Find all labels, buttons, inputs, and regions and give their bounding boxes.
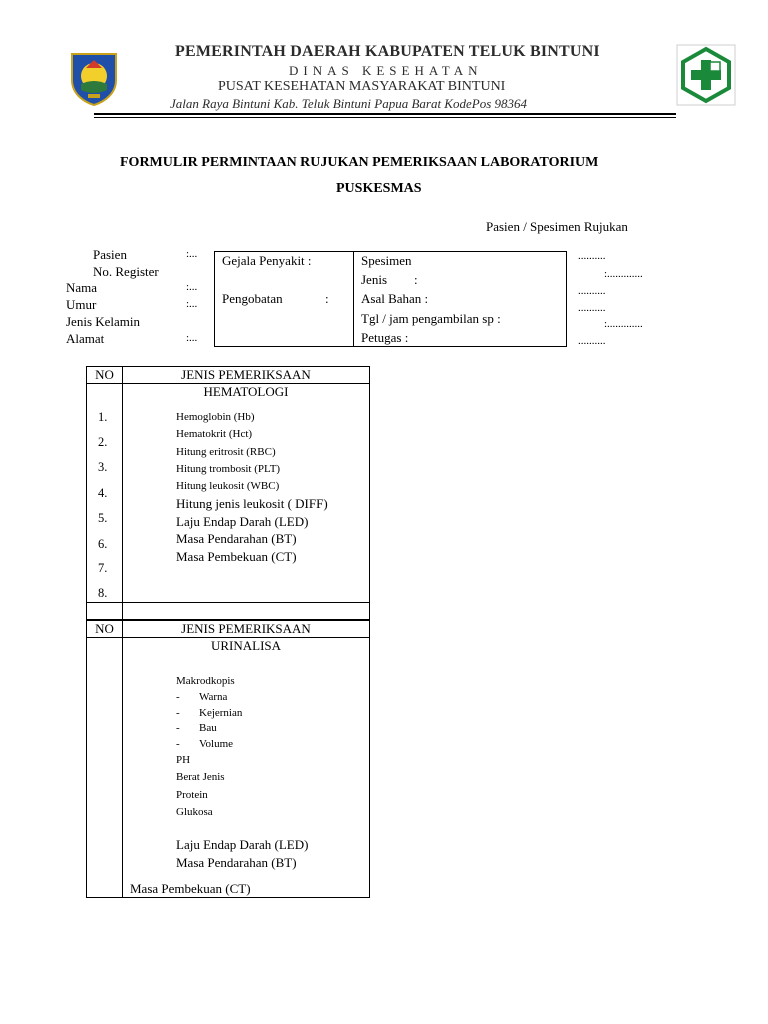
hematology-table xyxy=(86,366,370,620)
jenis-colon: : xyxy=(414,272,418,287)
value-jenis[interactable]: :............. xyxy=(604,268,643,280)
value-petugas[interactable]: .......... xyxy=(578,335,606,347)
urin-item-bt: Masa Pendarahan (BT) xyxy=(176,855,297,870)
hema-item-plt: Hitung trombosit (PLT) xyxy=(176,463,281,475)
urin-sub-bau: Bau xyxy=(199,722,217,734)
label-jenis-kelamin: Jenis Kelamin xyxy=(66,314,141,329)
urin-dash-1: - xyxy=(176,691,180,703)
agency-name: DINAS KESEHATAN xyxy=(289,63,483,78)
value-spesimen[interactable]: .......... xyxy=(578,250,606,262)
value-alamat[interactable]: :... xyxy=(186,332,198,344)
hema-section-title: HEMATOLOGI xyxy=(203,384,289,399)
urin-item-protein: Protein xyxy=(176,789,208,801)
label-pasien: Pasien xyxy=(93,247,127,262)
urin-section-title: URINALISA xyxy=(210,638,282,653)
hema-bottom-rule xyxy=(86,602,370,603)
referral-label: Pasien / Spesimen Rujukan xyxy=(486,219,628,234)
label-spesimen: Spesimen xyxy=(361,253,412,268)
hema-item-ct: Masa Pembekuan (CT) xyxy=(176,549,297,564)
urin-item-led: Laju Endap Darah (LED) xyxy=(176,837,309,852)
puskesmas-logo xyxy=(676,44,736,106)
value-asal-bahan[interactable]: .......... xyxy=(578,285,606,297)
hema-num-1: 1. xyxy=(98,410,108,424)
urin-col-divider xyxy=(122,620,123,898)
label-gejala: Gejala Penyakit : xyxy=(222,253,312,268)
value-tgl[interactable]: .......... xyxy=(578,302,606,314)
urin-sub-kejernian: Kejernian xyxy=(199,707,243,719)
hema-num-5: 5. xyxy=(98,511,108,525)
government-title: PEMERINTAH DAERAH KABUPATEN TELUK BINTUNI xyxy=(175,43,600,60)
hema-num-8: 8. xyxy=(98,586,108,600)
label-asal-bahan: Asal Bahan : xyxy=(361,291,429,306)
hema-num-7: 7. xyxy=(98,561,108,575)
hema-col-no: NO xyxy=(95,367,114,382)
value-nama[interactable]: :... xyxy=(186,281,198,293)
urin-item-berat-jenis: Berat Jenis xyxy=(176,771,225,783)
form-subtitle: PUSKESMAS xyxy=(336,181,422,196)
label-jenis: Jenis xyxy=(361,272,387,287)
regency-emblem xyxy=(68,50,120,106)
hema-item-bt: Masa Pendarahan (BT) xyxy=(176,531,297,546)
label-alamat: Alamat xyxy=(66,331,105,346)
urin-item-ct: Masa Pembekuan (CT) xyxy=(130,881,251,896)
value-umur[interactable]: :... xyxy=(186,298,198,310)
health-center-name: PUSAT KESEHATAN MASYARAKAT BINTUNI xyxy=(218,79,506,94)
hema-item-hct: Hematokrit (Hct) xyxy=(176,428,253,440)
label-pengobatan: Pengobatan xyxy=(222,291,283,306)
urin-makroskopis: Makrodkopis xyxy=(176,675,235,687)
urin-sub-volume: Volume xyxy=(199,738,234,750)
value-tgl-extra[interactable]: :............. xyxy=(604,318,643,330)
hema-item-diff: Hitung jenis leukosit ( DIFF) xyxy=(176,496,328,511)
label-tgl-pengambilan: Tgl / jam pengambilan sp : xyxy=(361,311,501,326)
hema-num-2: 2. xyxy=(98,435,108,449)
hema-num-4: 4. xyxy=(98,486,108,500)
clinical-box-divider xyxy=(353,251,354,347)
hema-num-6: 6. xyxy=(98,537,108,551)
header-rule-thin xyxy=(94,117,676,118)
label-no-register: No. Register xyxy=(93,264,159,279)
label-petugas: Petugas : xyxy=(361,330,409,345)
hema-num-3: 3. xyxy=(98,460,108,474)
urin-dash-2: - xyxy=(176,707,180,719)
form-title: FORMULIR PERMINTAAN RUJUKAN PEMERIKSAAN LABORATORIUM xyxy=(120,155,599,170)
urin-item-glukosa: Glukosa xyxy=(176,806,213,818)
hema-item-rbc: Hitung eritrosit (RBC) xyxy=(176,446,276,458)
hema-item-hb: Hemoglobin (Hb) xyxy=(176,411,255,423)
header-rule-thick xyxy=(94,113,676,115)
urin-col-no: NO xyxy=(95,621,114,636)
urin-dash-3: - xyxy=(176,722,180,734)
hema-col-divider xyxy=(122,366,123,620)
hema-col-exam: JENIS PEMERIKSAAN xyxy=(181,367,311,382)
hema-item-led: Laju Endap Darah (LED) xyxy=(176,514,309,529)
label-umur: Umur xyxy=(66,297,97,312)
urin-col-exam: JENIS PEMERIKSAAN xyxy=(181,621,311,636)
urin-item-ph: PH xyxy=(176,754,191,766)
value-pasien[interactable]: :... xyxy=(186,248,198,260)
hema-item-wbc: Hitung leukosit (WBC) xyxy=(176,480,280,492)
urin-dash-4: - xyxy=(176,738,180,750)
urin-sub-warna: Warna xyxy=(199,691,228,703)
label-nama: Nama xyxy=(66,280,98,295)
pengobatan-colon: : xyxy=(325,291,329,306)
address: Jalan Raya Bintuni Kab. Teluk Bintuni Papua Barat KodePos 98364 xyxy=(170,96,527,111)
